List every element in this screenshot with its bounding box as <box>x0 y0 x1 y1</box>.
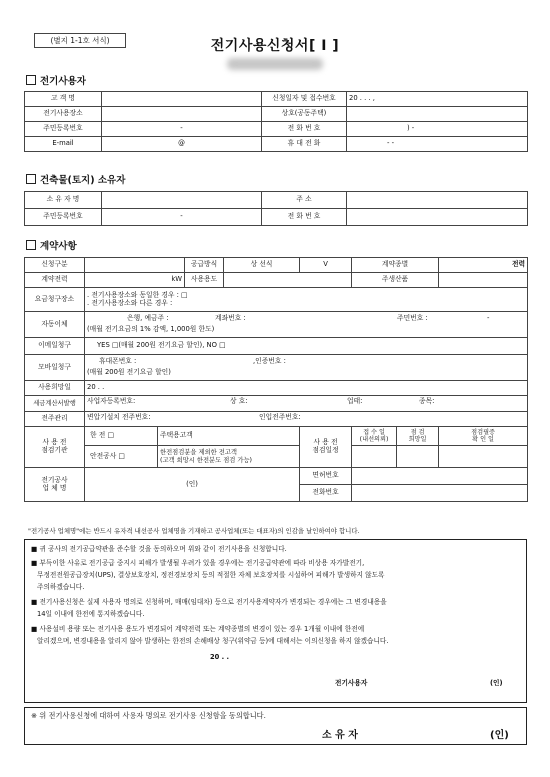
contractor-phone-field[interactable] <box>352 485 528 502</box>
business-item-field[interactable]: 종목: <box>419 397 435 405</box>
mobile-field[interactable]: - - <box>347 137 528 152</box>
desired-date-field[interactable]: 20 . . <box>85 381 528 396</box>
agreement-date[interactable]: 20 . . <box>210 653 230 661</box>
agreement-clause-2: ■ 부득이한 사유로 전기공급 중지시 피해가 발생될 우려가 있을 경우에는 전기공급약관에 따라 비상용 자가발전기, <box>31 559 365 567</box>
label-application-type: 신청구분 <box>25 258 85 273</box>
bank-field[interactable]: 은행, 예금주 : <box>127 314 169 323</box>
owner-signature-label: 소 유 자 <box>322 730 358 741</box>
checkbox-square-icon <box>26 240 36 250</box>
label-usage-location: 전기사용장소 <box>25 107 102 122</box>
residential-customer-text: 주택용고객 <box>158 427 300 446</box>
account-number-field[interactable]: 계좌번호 : <box>215 314 246 323</box>
usage-purpose-field[interactable] <box>224 273 352 288</box>
label-contract-power: 계약전력 <box>25 273 85 288</box>
customer-name-field[interactable] <box>102 92 262 107</box>
label-inspection-org: 사 용 전 <box>42 438 67 447</box>
email-field[interactable]: @ <box>102 137 262 152</box>
safety-corp-checkbox[interactable]: 안전공사 □ <box>85 446 158 468</box>
tax-business-name-field[interactable]: 상 호: <box>230 397 248 405</box>
label-tax-invoice: 세금계산서발행 <box>25 396 85 412</box>
mobile-number-field[interactable]: 휴대폰번호 : <box>99 357 137 366</box>
application-date-field[interactable]: 20 . . . , <box>347 92 528 107</box>
billing-same-option[interactable]: . 전기사용장소와 동일한 경우 : □ <box>87 290 188 299</box>
label-auto-transfer: 자동이체 <box>25 312 85 338</box>
owner-name-field[interactable] <box>102 192 262 209</box>
agreement-box: ■ 귀 공사의 전기공급약관을 준수할 것을 동의하오며 위와 같이 전기사용을 신청합니다. ■ 부득이한 사유로 전기공급 중지시 피해가 발생될 우려가 있을 경우에는 전기공급약관에 따라 비상용 자가발전기, 무정전전원공급장치(UPS), 결상보호장치, 정전경보장치 등의 적절한 자체 보호장치를 시설하여 피해가 발생하지 않도록 주의하겠습니다. ■ 전기사용신청은 실제 사용자 명의로 신청하며, 매매(임대차) 등으로 전기사용계약자가 변경되는 경우에는 그 변경내용을 14일 이내에 한전에 통지하겠습니다. ■ 사용설비 용량 또는 전기사용 용도가 변경되어 계약전력 또는 계약종별의 변경이 있는 경우 1개월 이내에 한전에 알리겠으며, 변경내용을 알리지 않아 발생하는 한전의 손해배상 청구(위약금 등)에 대해서는 이의신청을 하지 않겠습니다. 20 . . 전기사용자 (인) <box>24 539 527 703</box>
auto-transfer-discount-note: (매월 전기요금의 1% 감액, 1,000원 한도) <box>87 325 215 334</box>
label-contractor: 전기공사 <box>41 475 68 484</box>
user-signature-label: 전기사용자 <box>335 679 368 687</box>
section-heading-owner: 건축물(토지) 소유자 <box>26 172 125 186</box>
checkbox-square-icon <box>26 75 36 85</box>
label-main-product: 주생산품 <box>352 273 439 288</box>
agreement-clause-1: ■ 귀 공사의 전기공급약관을 준수할 것을 동의하오며 위와 같이 전기사용을 신청합니다. <box>31 545 287 553</box>
label-resident-number: 주민등록번호 <box>25 122 102 137</box>
all-customers-text: 한전점검분을 제외한 전고객 <box>160 449 237 457</box>
agreement-clause-3: ■ 전기사용신청은 실제 사용자 명의로 신청하며, 매매(임대차) 등으로 전기사용계약자가 변경되는 경우에는 그 변경내용을 <box>31 598 387 606</box>
section-heading-contract: 계약사항 <box>26 238 77 252</box>
label-supply-method: 공급방식 <box>185 258 224 273</box>
agreement-clause-4: ■ 사용설비 용량 또는 전기사용 용도가 변경되어 계약전력 또는 계약종별의 변경이 있는 경우 1개월 이내에 한전에 <box>31 625 365 633</box>
user-table <box>24 91 528 152</box>
label-owner-resident-number: 주민등록번호 <box>25 209 102 226</box>
section-heading-user: 전기사용자 <box>26 73 86 87</box>
label-usage-purpose: 사용용도 <box>185 273 224 288</box>
contractor-note: "전기공사 업체명"에는 반드시 유자격 내선공사 업체명을 기재하고 공사업체(또는 대표자)의 인감을 날인하여야 합니다. <box>28 527 360 535</box>
label-contract-type: 계약종별 <box>352 258 439 273</box>
business-type-field[interactable]: 업태: <box>347 397 363 405</box>
label-customer-name: 고 객 명 <box>25 92 102 107</box>
label-phone: 전 화 번 호 <box>262 122 347 137</box>
form-number: (별지 1-1호 서식) <box>34 33 126 48</box>
email-billing-no-checkbox[interactable]: , NO □ <box>202 341 226 350</box>
owner-resident-number-field[interactable]: - <box>102 209 262 226</box>
label-inspection-desired-date: 점 검 <box>410 428 425 436</box>
inspection-desired-date-field[interactable] <box>397 446 439 468</box>
contract-type-value[interactable]: 전력 <box>439 258 528 273</box>
contract-table: 신청구분 공급방식 상 선식 V 계약종별 전력 계약전력 kW 사용용도 주생산품 요금청구장소 . 전기사용장소와 동일한 경우 : □ . 전기사용장소와 다른 경우 : 자동이체 은행, 예금주 : 계좌번호 : 주민번호 : - (매월 전기요금의 1% 감액, 1,000원 한도) 이메일청구 YES □(매월 200원 전기요금 할인), NO □ 모바일청구 휴대폰번호 : ,인증번호 : (매월 200원 전기요금 할인) 사용희망일 20 . . 세금계산서발행 사업자등록번호: 상 호: 업태: 종목: 전주관리 변압기설치 전주번호: 인입전주번호: 사 용 전 점검기관 한 전 □ 주택용고객 사 용 전 점검일정 접 수 일 (내선의뢰) 점 검 희망일 점검필증 확 인 일 안전공사 □ 한전점검분을 제외한 전고객 (고객 희망시 한전분도 점검 가능) 전기공사 업 체 명 (인) 면허번호 전화번호 <box>24 257 528 502</box>
mobile-discount-note: (매월 200원 전기요금 할인) <box>87 368 171 377</box>
verification-code-field[interactable]: ,인증번호 : <box>253 357 286 366</box>
certificate-date-field[interactable] <box>439 446 528 468</box>
label-business-name: 상호(공동주택) <box>262 107 347 122</box>
transformer-pole-number-field[interactable]: 변압기설치 전주번호: <box>87 412 151 421</box>
label-owner-address: 주 소 <box>262 192 347 209</box>
label-email: E-mail <box>25 137 102 152</box>
license-number-field[interactable] <box>352 468 528 485</box>
label-mobile: 휴 대 전 화 <box>262 137 347 152</box>
email-billing-yes-checkbox[interactable]: YES □(매월 200원 전기요금 할인) <box>97 341 203 350</box>
auto-transfer-resident-field[interactable]: 주민번호 : <box>397 314 428 323</box>
owner-address-field[interactable] <box>347 192 528 209</box>
business-reg-number-field[interactable]: 사업자등록번호: <box>87 397 136 405</box>
business-name-field[interactable] <box>347 107 528 122</box>
label-email-billing: 이메일청구 <box>25 338 85 355</box>
contract-power-field[interactable]: kW <box>85 273 185 288</box>
owner-consent-box <box>24 707 527 745</box>
contractor-name-field[interactable]: (인) <box>85 468 300 502</box>
owner-seal[interactable]: (인) <box>490 730 509 741</box>
label-pole-management: 전주관리 <box>25 412 85 427</box>
application-type-field[interactable] <box>85 258 185 273</box>
checkbox-square-icon <box>26 174 36 184</box>
label-owner-name: 소 유 자 명 <box>25 192 102 209</box>
owner-table <box>24 191 528 226</box>
consent-text: ※ 위 전기사용신청에 대하여 사용자 명의로 전기사용 신청함을 동의합니다. <box>31 711 266 720</box>
usage-location-field[interactable] <box>102 107 262 122</box>
main-product-field[interactable] <box>439 273 528 288</box>
label-contractor-phone: 전화번호 <box>300 485 352 502</box>
receipt-date-field[interactable] <box>352 446 397 468</box>
service-pole-number-field[interactable]: 인입전주번호: <box>259 412 301 421</box>
page-title: 전기사용신청서[ I ] <box>210 38 340 54</box>
user-seal[interactable]: (인) <box>490 679 503 687</box>
supply-phase-value: V <box>300 258 352 273</box>
label-certificate-date: 점검필증 <box>471 428 496 436</box>
owner-phone-field[interactable] <box>347 209 528 226</box>
kepco-inspection-checkbox[interactable]: 한 전 □ <box>85 427 158 446</box>
label-receipt-date: 접 수 일 <box>363 428 385 436</box>
label-billing-address: 요금청구장소 <box>25 288 85 312</box>
label-mobile-billing: 모바일청구 <box>25 355 85 381</box>
redacted-area <box>227 58 323 70</box>
label-desired-date: 사용희망일 <box>25 381 85 396</box>
phone-field[interactable]: ) - <box>347 122 528 137</box>
label-owner-phone: 전 화 번 호 <box>262 209 347 226</box>
resident-number-field[interactable]: - <box>102 122 262 137</box>
label-inspection-schedule: 사 용 전 <box>313 438 338 447</box>
label-application-date: 신청일자 및 접수번호 <box>262 92 347 107</box>
label-license-number: 면허번호 <box>300 468 352 485</box>
billing-different-option[interactable]: . 전기사용장소와 다른 경우 : <box>87 298 173 307</box>
supply-method-value: 상 선식 <box>224 258 300 273</box>
